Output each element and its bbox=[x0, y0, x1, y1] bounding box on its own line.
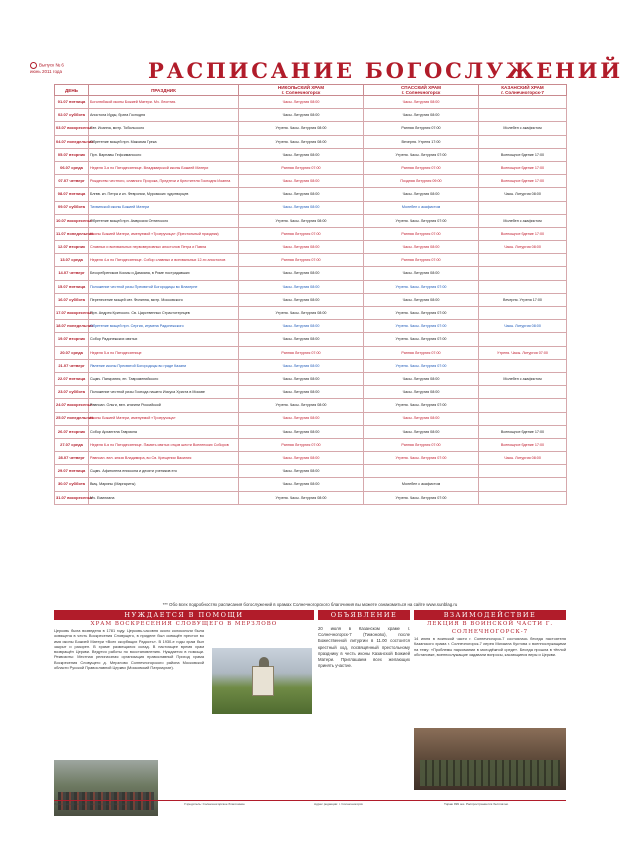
row-kazansky-service bbox=[479, 267, 567, 280]
schedule-row bbox=[55, 267, 567, 280]
footer-col-1: Православная газета Солнечногорского благочиния bbox=[54, 802, 129, 806]
row-spassky-service: Ранняя Литургия 07:00 bbox=[364, 438, 479, 451]
schedule-row bbox=[55, 188, 567, 201]
row-kazansky-service: Часы. Литургия 08:00 bbox=[479, 241, 567, 254]
row-nikolsky-service: Часы. Литургия 08:00 bbox=[239, 201, 364, 214]
row-nikolsky-service: Утреня. Часы. Литургия 08:00 bbox=[239, 135, 364, 148]
row-nikolsky-service: Утреня. Часы. Литургия 08:00 bbox=[239, 399, 364, 412]
row-spassky-service: Поздняя Литургия 09:00 bbox=[364, 175, 479, 188]
row-day: 16.07 суббота bbox=[55, 293, 89, 306]
row-kazansky-service: Молебен с акафистом bbox=[479, 214, 567, 227]
row-spassky-service: Утреня. Часы. Литургия 07:00 bbox=[364, 452, 479, 465]
row-feast: Мч. Емилиана bbox=[89, 491, 239, 504]
column-header-feast: ПРАЗДНИК bbox=[89, 85, 239, 96]
row-kazansky-service bbox=[479, 201, 567, 214]
row-feast: Положение честной ризы Господа нашего Иисуса Христа в Москве bbox=[89, 386, 239, 399]
row-spassky-service: Часы. Литургия 08:00 bbox=[364, 412, 479, 425]
row-day: 29.07 пятница bbox=[55, 465, 89, 478]
row-day: 24.07 воскресенье bbox=[55, 399, 89, 412]
row-kazansky-service: Утреня. Часы. Литургия 07:00 bbox=[479, 346, 567, 359]
row-day: 17.07 воскресенье bbox=[55, 307, 89, 320]
row-day: 27.07 среда bbox=[55, 438, 89, 451]
row-feast: Апостола Иуды, брата Господня bbox=[89, 109, 239, 122]
row-feast: Неделя 5-я по Пятидесятнице bbox=[89, 346, 239, 359]
row-nikolsky-service: Часы. Литургия 08:00 bbox=[239, 465, 364, 478]
article-lecture bbox=[414, 610, 566, 732]
lecture-text: 14 июня в воинской части г. Солнечногорск-7 состоялась беседа настоятеля Казанского храма г. Солнечногорск-7 иерея Михаила Кустова с военнослужащими на тему: «Проблемы наркомании в молодёжной среде». Беседа прошла в тёплой обстановке, военнослужащие задавали вопросы, касающиеся веры и Церкви. bbox=[414, 636, 566, 657]
schedule-row bbox=[55, 425, 567, 438]
row-day: 15.07 пятница bbox=[55, 280, 89, 293]
footer-col-4: Тираж 999 экз. Распространяется бесплатно bbox=[444, 802, 509, 806]
schedule-row bbox=[55, 320, 567, 333]
row-spassky-service: Часы. Литургия 08:00 bbox=[364, 267, 479, 280]
schedule-row bbox=[55, 122, 567, 135]
schedule-row bbox=[55, 333, 567, 346]
row-kazansky-service bbox=[479, 359, 567, 372]
schedule-row bbox=[55, 241, 567, 254]
column-header-day: ДЕНЬ bbox=[55, 85, 89, 96]
row-nikolsky-service: Часы. Литургия 08:00 bbox=[239, 109, 364, 122]
row-spassky-service: Вечерня. Утреня 17:00 bbox=[364, 135, 479, 148]
row-spassky-service: Часы. Литургия 08:00 bbox=[364, 425, 479, 438]
row-spassky-service: Часы. Литургия 08:00 bbox=[364, 372, 479, 385]
row-nikolsky-service: Часы. Литургия 08:00 bbox=[239, 359, 364, 372]
row-spassky-service: Утреня. Часы. Литургия 07:00 bbox=[364, 359, 479, 372]
row-kazansky-service bbox=[479, 399, 567, 412]
page-header bbox=[30, 58, 623, 86]
schedule-row bbox=[55, 254, 567, 267]
lecture-title: ЛЕКЦИЯ В ВОИНСКОЙ ЧАСТИ Г. СОЛНЕЧНОГОРСК-7 bbox=[426, 621, 554, 635]
section-title-lecture: ВЗАИМОДЕЙСТВИЕ bbox=[414, 610, 566, 620]
row-nikolsky-service: Часы. Литургия 08:00 bbox=[239, 425, 364, 438]
row-kazansky-service: Всенощное бдение 17:00 bbox=[479, 161, 567, 174]
row-feast: Вмц. Марины (Маргариты) bbox=[89, 478, 239, 491]
row-nikolsky-service: Часы. Литургия 08:00 bbox=[239, 293, 364, 306]
schedule-row bbox=[55, 293, 567, 306]
row-nikolsky-service: Ранняя Литургия 07:00 bbox=[239, 438, 364, 451]
schedule-row bbox=[55, 307, 567, 320]
row-nikolsky-service: Часы. Литургия 08:00 bbox=[239, 188, 364, 201]
row-nikolsky-service: Часы. Литургия 08:00 bbox=[239, 478, 364, 491]
row-kazansky-service bbox=[479, 254, 567, 267]
footer-col-3: Адрес редакции: г. Солнечногорск bbox=[314, 802, 363, 806]
row-spassky-service: Утреня. Часы. Литургия 07:00 bbox=[364, 280, 479, 293]
column-header-kazansky: КАЗАНСКИЙ ХРАМ г. Солнечногорск-7 bbox=[479, 85, 567, 96]
schedule-row bbox=[55, 109, 567, 122]
row-day: 25.07 понедельник bbox=[55, 412, 89, 425]
footer-col-2: Учредитель: Солнечногорское благочиние bbox=[184, 802, 245, 806]
row-kazansky-service bbox=[479, 465, 567, 478]
row-spassky-service: Утреня. Часы. Литургия 07:00 bbox=[364, 399, 479, 412]
row-day: 30.07 суббота bbox=[55, 478, 89, 491]
issue-number: Выпуск № 6 bbox=[39, 62, 64, 68]
row-spassky-service: Утреня. Часы. Литургия 07:00 bbox=[364, 320, 479, 333]
row-kazansky-service: Всенощное бдение 17:00 bbox=[479, 148, 567, 161]
section-title-help: НУЖДАЕТСЯ В ПОМОЩИ bbox=[54, 610, 314, 620]
schedule-row bbox=[55, 399, 567, 412]
schedule-row bbox=[55, 135, 567, 148]
schedule-row bbox=[55, 175, 567, 188]
row-nikolsky-service: Часы. Литургия 08:00 bbox=[239, 175, 364, 188]
issue-date: июнь 2011 года bbox=[30, 69, 62, 74]
row-day: 21.07 четверг bbox=[55, 359, 89, 372]
schedule-row bbox=[55, 359, 567, 372]
column-header-spassky: СПАССКИЙ ХРАМ г. Солнечногорск bbox=[364, 85, 479, 96]
row-kazansky-service: Часы. Литургия 08:00 bbox=[479, 452, 567, 465]
row-feast: Неделя 4-я по Пятидесятнице. Собор славных и всехвальных 12-ти апостолов bbox=[89, 254, 239, 267]
row-kazansky-service bbox=[479, 386, 567, 399]
row-feast: Славных и всехвальных первоверховных апостолов Петра и Павла bbox=[89, 241, 239, 254]
section-title-announcement: ОБЪЯВЛЕНИЕ bbox=[318, 610, 410, 620]
row-feast: Иконы Божией Матери, именуемой «Троеручица» (Престольный праздник) bbox=[89, 227, 239, 240]
row-spassky-service: Ранняя Литургия 07:00 bbox=[364, 161, 479, 174]
column-header-nikolsky: НИКОЛЬСКИЙ ХРАМ г. Солнечногорск bbox=[239, 85, 364, 96]
row-feast: Сщмч. Панкратия, еп. Тавроменийского bbox=[89, 372, 239, 385]
row-spassky-service: Часы. Литургия 08:00 bbox=[364, 96, 479, 109]
row-kazansky-service bbox=[479, 491, 567, 504]
row-spassky-service: Часы. Литургия 08:00 bbox=[364, 293, 479, 306]
schedule-row bbox=[55, 386, 567, 399]
row-feast: Обретение мощей прп. Максима Грека bbox=[89, 135, 239, 148]
row-spassky-service: Ранняя Литургия 07:00 bbox=[364, 122, 479, 135]
row-kazansky-service bbox=[479, 96, 567, 109]
article-help bbox=[54, 610, 314, 758]
schedule-row bbox=[55, 452, 567, 465]
row-feast: Блгвв. кн. Петра и кн. Февронии, Муромских чудотворцев bbox=[89, 188, 239, 201]
row-nikolsky-service: Часы. Литургия 08:00 bbox=[239, 452, 364, 465]
row-spassky-service: Утреня. Часы. Литургия 07:00 bbox=[364, 491, 479, 504]
row-spassky-service: Утреня. Часы. Литургия 07:00 bbox=[364, 214, 479, 227]
row-nikolsky-service: Утреня. Часы. Литургия 08:00 bbox=[239, 214, 364, 227]
row-feast: Иконы Божией Матери, именуемой «Троеручица» bbox=[89, 412, 239, 425]
lecture-photo bbox=[414, 728, 566, 790]
row-day: 09.07 суббота bbox=[55, 201, 89, 214]
row-spassky-service: Часы. Литургия 08:00 bbox=[364, 241, 479, 254]
schedule-row bbox=[55, 412, 567, 425]
row-day: 12.07 вторник bbox=[55, 241, 89, 254]
row-feast: Неделя 3-я по Пятидесятнице. Владимирской иконы Божией Матери bbox=[89, 161, 239, 174]
row-day: 10.07 воскресенье bbox=[55, 214, 89, 227]
schedule-row bbox=[55, 96, 567, 109]
row-feast: Собор Радонежских святых bbox=[89, 333, 239, 346]
article-help-text: Церковь была возведена в 1781 году. Церковь-часовня около колокольни была освящена в честь Воскресения Словущего, в приделе был освящён престол во имя иконы Божией Матери «Всех скорбящих Радость». В 1930-е годы храм был закрыт и разорен. В храме размещался склад. В настоящее время храм возвращён Церкви. Ведутся работы по восстановлению. Нуждается в помощи. Реквизиты: Местная религиозная организация православный Приход храма Воскресения Словущего д. Мерзлово Солнечногорского района Московской области Русской Православной Церкви (Московский Патриархат). bbox=[54, 628, 204, 671]
schedule-footnote: *** Обо всех подробностях расписания богослужений в храмах Солнечногорского благочиния вы можете ознакомиться на сайте www.sunblag.ru bbox=[162, 602, 458, 607]
schedule-row bbox=[55, 346, 567, 359]
audience-image bbox=[420, 760, 560, 786]
schedule-row bbox=[55, 201, 567, 214]
row-day: 14.07 четверг bbox=[55, 267, 89, 280]
row-kazansky-service: Всенощное бдение 17:00 bbox=[479, 425, 567, 438]
row-nikolsky-service: Часы. Литургия 08:00 bbox=[239, 267, 364, 280]
schedule-row bbox=[55, 227, 567, 240]
schedule-row bbox=[55, 161, 567, 174]
issue-mark-icon bbox=[30, 62, 37, 69]
row-day: 20.07 среда bbox=[55, 346, 89, 359]
row-feast: Положение честной ризы Пресвятой Богородицы во Влахерне bbox=[89, 280, 239, 293]
row-spassky-service: Ранняя Литургия 07:00 bbox=[364, 346, 479, 359]
schedule-row bbox=[55, 280, 567, 293]
row-spassky-service: Часы. Литургия 08:00 bbox=[364, 188, 479, 201]
row-nikolsky-service: Часы. Литургия 08:00 bbox=[239, 280, 364, 293]
row-feast: Собор Архангела Гавриила bbox=[89, 425, 239, 438]
row-day: 19.07 вторник bbox=[55, 333, 89, 346]
row-kazansky-service bbox=[479, 135, 567, 148]
row-day: 05.07 вторник bbox=[55, 148, 89, 161]
row-nikolsky-service: Утреня. Часы. Литургия 08:00 bbox=[239, 491, 364, 504]
row-spassky-service: Утреня. Часы. Литургия 07:00 bbox=[364, 333, 479, 346]
row-kazansky-service bbox=[479, 109, 567, 122]
row-spassky-service: Утреня. Часы. Литургия 07:00 bbox=[364, 148, 479, 161]
row-feast: Рождество честного, славного Пророка, Предтечи и Крестителя Господня Иоанна bbox=[89, 175, 239, 188]
row-nikolsky-service: Часы. Литургия 08:00 bbox=[239, 412, 364, 425]
row-nikolsky-service: Часы. Литургия 08:00 bbox=[239, 148, 364, 161]
row-kazansky-service: Часы. Литургия 08:00 bbox=[479, 188, 567, 201]
schedule-row bbox=[55, 372, 567, 385]
row-day: 04.07 понедельник bbox=[55, 135, 89, 148]
schedule-table bbox=[54, 84, 567, 505]
row-nikolsky-service: Ранняя Литургия 07:00 bbox=[239, 227, 364, 240]
row-feast: Обретение мощей прп. Сергия, игумена Радонежского bbox=[89, 320, 239, 333]
row-feast: Прп. Варнавы Гефсиманского bbox=[89, 148, 239, 161]
row-day: 13.07 среда bbox=[55, 254, 89, 267]
row-feast: Перенесение мощей свт. Филиппа, митр. Московского bbox=[89, 293, 239, 306]
row-feast: Неделя 6-я по Пятидесятнице. Память святых отцов шести Вселенских Соборов bbox=[89, 438, 239, 451]
page-title: РАСПИСАНИЕ БОГОСЛУЖЕНИЙ bbox=[148, 58, 623, 83]
row-feast: Тихвинской иконы Божией Матери bbox=[89, 201, 239, 214]
church-photo bbox=[212, 648, 312, 714]
article-announcement bbox=[318, 610, 410, 746]
row-kazansky-service bbox=[479, 333, 567, 346]
row-day: 22.07 пятница bbox=[55, 372, 89, 385]
row-feast: Сщмч. Афиногена епископа и десяти учеников его bbox=[89, 465, 239, 478]
row-kazansky-service: Всенощное бдение 17:00 bbox=[479, 227, 567, 240]
issue-info bbox=[30, 62, 70, 75]
row-day: 02.07 суббота bbox=[55, 109, 89, 122]
row-feast: Обретение мощей прп. Амвросия Оптинского bbox=[89, 214, 239, 227]
row-kazansky-service bbox=[479, 478, 567, 491]
article-help-title: ХРАМ ВОСКРЕСЕНИЯ СЛОВУЩЕГО В МЕРЗЛОВО bbox=[90, 621, 278, 627]
row-nikolsky-service: Часы. Литургия 08:00 bbox=[239, 333, 364, 346]
row-nikolsky-service: Часы. Литургия 08:00 bbox=[239, 320, 364, 333]
row-feast: Прп. Андрея Критского. Св. Царственных Страстотерпцев bbox=[89, 307, 239, 320]
row-feast: Бессребреников Космы и Дамиана, в Риме пострадавших bbox=[89, 267, 239, 280]
row-nikolsky-service: Часы. Литургия 08:00 bbox=[239, 372, 364, 385]
row-nikolsky-service: Утреня. Часы. Литургия 08:00 bbox=[239, 307, 364, 320]
row-feast: Свт. Иоанна, митр. Тобольского bbox=[89, 122, 239, 135]
schedule-row bbox=[55, 214, 567, 227]
row-feast: Равноап. Ольги, вел. княгини Российской bbox=[89, 399, 239, 412]
row-day: 18.07 понедельник bbox=[55, 320, 89, 333]
row-day: 23.07 суббота bbox=[55, 386, 89, 399]
row-spassky-service: Часы. Литургия 08:00 bbox=[364, 109, 479, 122]
row-day: 26.07 вторник bbox=[55, 425, 89, 438]
row-kazansky-service bbox=[479, 307, 567, 320]
row-day: 06.07 среда bbox=[55, 161, 89, 174]
row-kazansky-service: Молебен с акафистом bbox=[479, 372, 567, 385]
row-kazansky-service: Молебен с акафистом bbox=[479, 122, 567, 135]
row-day: 07.07 четверг bbox=[55, 175, 89, 188]
row-feast: Боголюбской иконы Божией Матери. Мч. Леонтия. bbox=[89, 96, 239, 109]
row-nikolsky-service: Ранняя Литургия 07:00 bbox=[239, 161, 364, 174]
row-spassky-service: Молебен с акафистом bbox=[364, 478, 479, 491]
row-spassky-service bbox=[364, 465, 479, 478]
row-spassky-service: Утреня. Часы. Литургия 07:00 bbox=[364, 307, 479, 320]
row-spassky-service: Молебен с акафистом bbox=[364, 201, 479, 214]
row-kazansky-service: Часы. Литургия 08:00 bbox=[479, 320, 567, 333]
row-feast: Равноап. вел. князя Владимира, во Св. Крещении Василия bbox=[89, 452, 239, 465]
row-day: 08.07 пятница bbox=[55, 188, 89, 201]
page-footer bbox=[54, 800, 566, 820]
row-nikolsky-service: Ранняя Литургия 07:00 bbox=[239, 254, 364, 267]
row-spassky-service: Ранняя Литургия 07:00 bbox=[364, 254, 479, 267]
schedule-header-row bbox=[55, 85, 567, 96]
row-spassky-service: Ранняя Литургия 07:00 bbox=[364, 227, 479, 240]
row-kazansky-service: Вечерня. Утреня 17:00 bbox=[479, 293, 567, 306]
row-spassky-service: Часы. Литургия 08:00 bbox=[364, 386, 479, 399]
row-nikolsky-service: Часы. Литургия 08:00 bbox=[239, 241, 364, 254]
row-nikolsky-service: Часы. Литургия 08:00 bbox=[239, 386, 364, 399]
row-day: 11.07 понедельник bbox=[55, 227, 89, 240]
schedule-row bbox=[55, 148, 567, 161]
row-feast: Явление иконы Пресвятой Богородицы во граде Казани bbox=[89, 359, 239, 372]
row-kazansky-service: Всенощное бдение 17:00 bbox=[479, 438, 567, 451]
row-day: 31.07 воскресенье bbox=[55, 491, 89, 504]
schedule-row bbox=[55, 465, 567, 478]
row-kazansky-service: Всенощное бдение 17:00 bbox=[479, 175, 567, 188]
row-day: 28.07 четверг bbox=[55, 452, 89, 465]
row-day: 01.07 пятница bbox=[55, 96, 89, 109]
row-nikolsky-service: Ранняя Литургия 07:00 bbox=[239, 346, 364, 359]
row-kazansky-service bbox=[479, 412, 567, 425]
chapel-image bbox=[252, 666, 274, 696]
schedule-row bbox=[55, 491, 567, 504]
schedule-row bbox=[55, 438, 567, 451]
row-kazansky-service bbox=[479, 280, 567, 293]
row-nikolsky-service: Часы. Литургия 08:00 bbox=[239, 96, 364, 109]
schedule-row bbox=[55, 478, 567, 491]
row-day: 03.07 воскресенье bbox=[55, 122, 89, 135]
row-nikolsky-service: Утреня. Часы. Литургия 08:00 bbox=[239, 122, 364, 135]
announcement-text: 20 июля в Казанском храме г. Солнечногорск-7 (Тимоново), после Божественной литургии в 11.00 состоится крестный ход, посвящённый престольному празднику в честь иконы Казанской Божией Матери. Приглашаем всех желающих принять участие. bbox=[318, 626, 410, 669]
